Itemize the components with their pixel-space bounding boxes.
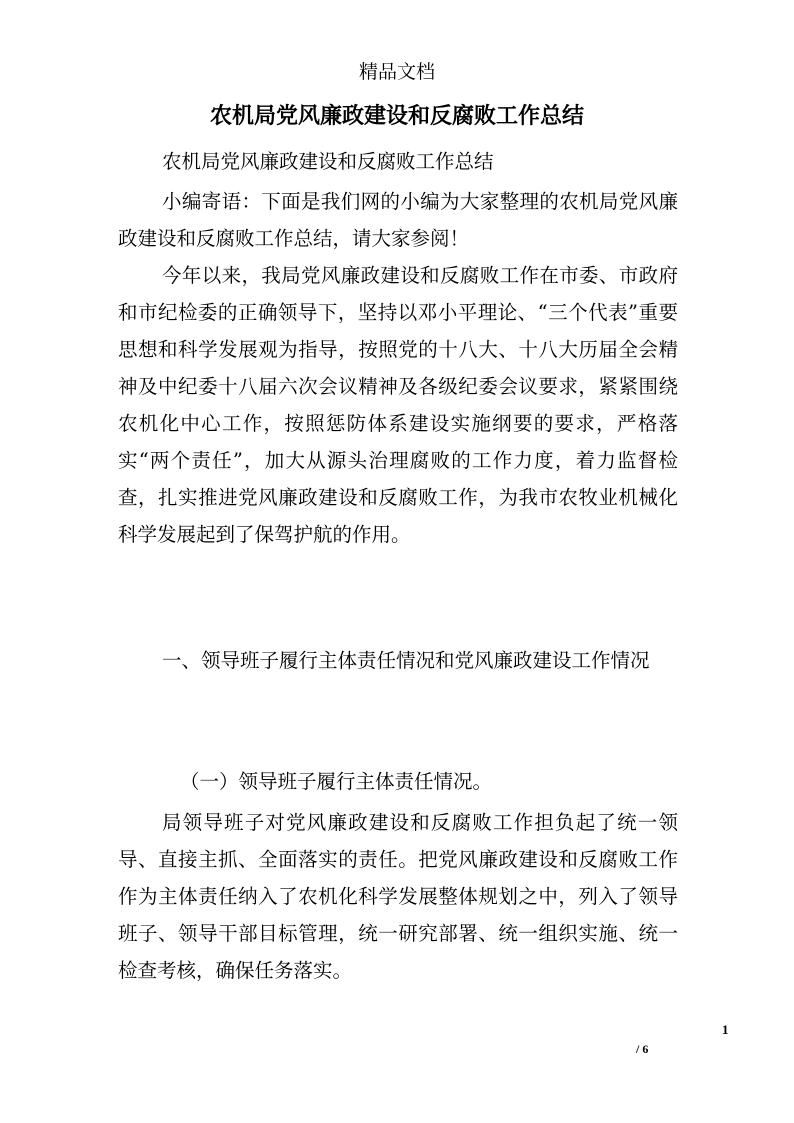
document-title: 农机局党风廉政建设和反腐败工作总结 bbox=[209, 103, 584, 129]
subsection-heading: （一）领导班子履行主体责任情况。 bbox=[180, 770, 493, 793]
main-paragraph: 今年以来，我局党风廉政建设和反腐败工作在市委、市政府和市纪检委的正确领导下，坚持以邓小平理论、“三个代表”重要思想和科学发展观为指导，按照党的十八大、十八大历届全会精神及中纪委十八届六次会议精神及各级纪委会议要求，紧紧围绕农机化中心工作，按照惩防体系建设实施纲要的要求，严格落实“两个责任”，加大从源头治理腐败的工作力度，着力监督检查，扎实推进党风廉政建设和反腐败工作，为我市农牧业机械化科学发展起到了保驾护航的作用。 bbox=[118, 264, 678, 546]
detail-paragraph: 局领导班子对党风廉政建设和反腐败工作担负起了统一领导、直接主抓、全面落实的责任。把党风廉政建设和反腐败工作作为主体责任纳入了农机化科学发展整体规划之中，列入了领导班子、领导干部目标管理，统一研究部署、统一组织实施、统一检查考核，确保任务落实。 bbox=[118, 811, 678, 982]
intro-paragraph: 小编寄语：下面是我们网的小编为大家整理的农机局党风廉政建设和反腐败工作总结，请大家参阅！ bbox=[118, 190, 678, 250]
document-header: 精品文档 bbox=[358, 61, 435, 83]
page-total: / 6 bbox=[636, 1042, 649, 1056]
section-heading: 一、领导班子履行主体责任情况和党风廉政建设工作情况 bbox=[162, 649, 650, 672]
document-subtitle: 农机局党风廉政建设和反腐败工作总结 bbox=[162, 150, 494, 173]
page-number: 1 bbox=[722, 1022, 729, 1037]
